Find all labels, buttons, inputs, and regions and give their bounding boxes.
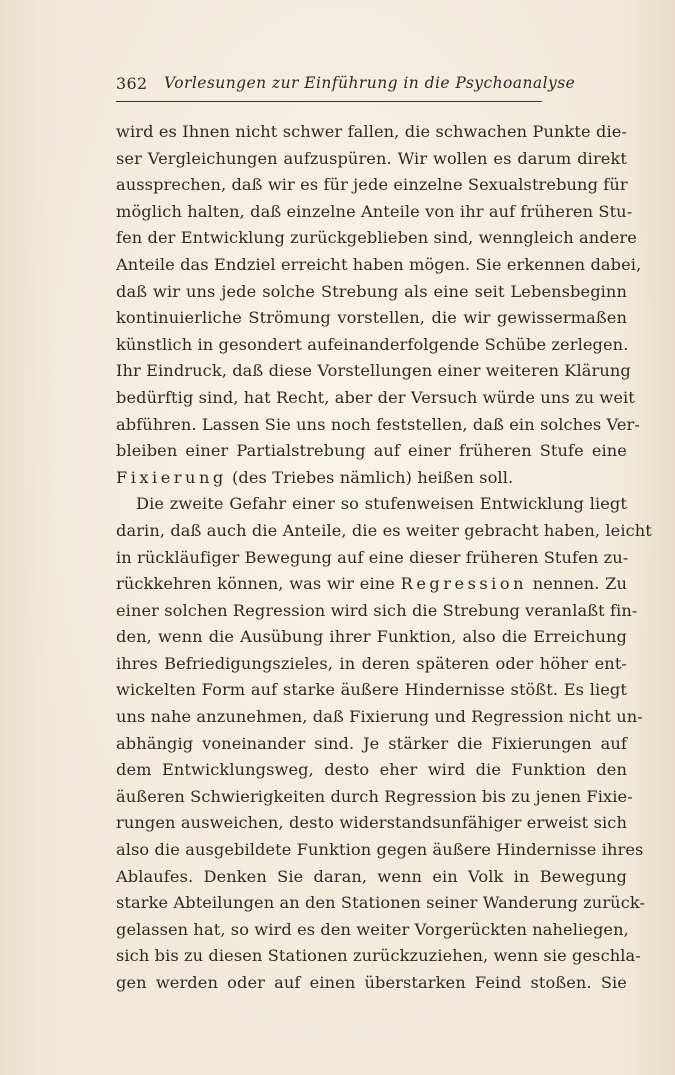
text-line: gelassen hat, so wird es den weiter Vorgerückten naheliegen, — [116, 919, 629, 939]
text-line: ihres Befriedigungszieles, in deren späteren oder höher ent- — [116, 653, 627, 673]
text-line: aussprechen, daß wir es für jede einzelne Sexualstrebung für — [116, 175, 628, 195]
page-number: 362 — [116, 74, 148, 93]
text-line — [116, 571, 627, 598]
text-line: daß wir uns jede solche Strebung als eine seit Lebensbeginn — [116, 281, 627, 301]
text-line: darin, daß auch die Anteile, die es weiter gebracht haben, leicht — [116, 520, 652, 540]
text-line: sich bis zu diesen Stationen zurückzuziehen, wenn sie geschla- — [116, 946, 641, 966]
text-line: bleiben einer Partialstrebung auf einer früheren Stufe eine — [116, 441, 627, 461]
text-line-rest: (des Triebes nämlich) heißen soll. — [226, 467, 514, 487]
body-text — [116, 119, 652, 997]
text-line: kontinuierliche Strömung vorstellen, die wir gewissermaßen — [116, 308, 627, 328]
text-line: uns nahe anzunehmen, daß Fixierung und Regression nicht un- — [116, 707, 643, 727]
text-line: möglich halten, daß einzelne Anteile von ihr auf früheren Stu- — [116, 201, 633, 221]
text-line: Ihr Eindruck, daß diese Vorstellungen einer weiteren Klärung — [116, 361, 631, 381]
text-line: also die ausgebildete Funktion gegen äußere Hindernisse ihres — [116, 840, 644, 860]
spaced-term-fixierung: Fixierung — [116, 467, 227, 487]
text-line: ser Vergleichungen aufzuspüren. Wir wollen es darum direkt — [116, 148, 627, 168]
text-line: starke Abteilungen an den Stationen seiner Wanderung zurück- — [116, 893, 646, 913]
text-line: wickelten Form auf starke äußere Hindernisse stößt. Es liegt — [116, 680, 627, 700]
running-title: Vorlesungen zur Einführung in die Psychoanalyse — [164, 74, 576, 92]
text-line: abführen. Lassen Sie uns noch feststellen, daß ein solches Ver- — [116, 414, 640, 434]
text-line: abhängig voneinander sind. Je stärker die Fixierungen auf — [116, 733, 627, 753]
text-line: äußeren Schwierigkeiten durch Regression bis zu jenen Fixie- — [116, 786, 633, 806]
text-line: den, wenn die Ausübung ihrer Funktion, also die Erreichung — [116, 627, 627, 647]
text-line: in rückläufiger Bewegung auf eine dieser früheren Stufen zu- — [116, 547, 629, 567]
text-line: einer solchen Regression wird sich die Strebung veranlaßt fin- — [116, 600, 638, 620]
text-line: gen werden oder auf einen überstarken Feind stoßen. Sie — [116, 973, 627, 992]
text-line — [116, 465, 627, 492]
text-line: rungen ausweichen, desto widerstandsunfähiger erweist sich — [116, 813, 627, 833]
text-line: Anteile das Endziel erreicht haben mögen. Sie erkennen dabei, — [116, 254, 642, 274]
text-line-rest: nennen. Zu — [527, 574, 627, 594]
text-line: dem Entwicklungsweg, desto eher wird die Funktion den — [116, 760, 627, 780]
paragraph-first-line: Die zweite Gefahr einer so stufenweisen Entwicklung liegt — [136, 494, 627, 514]
text-line: Ablaufes. Denken Sie daran, wenn ein Volk in Bewegung — [116, 866, 627, 886]
text-line: bedürftig sind, hat Recht, aber der Versuch würde uns zu weit — [116, 387, 635, 407]
text-line: künstlich in gesondert aufeinanderfolgende Schübe zerlegen. — [116, 334, 629, 354]
text-line: wird es Ihnen nicht schwer fallen, die schwachen Punkte die- — [116, 122, 627, 141]
text-line: fen der Entwicklung zurückgeblieben sind, wenngleich andere — [116, 228, 637, 248]
header-rule — [116, 101, 542, 102]
page-header — [116, 74, 576, 98]
text-line-start: rückkehren können, was wir eine — [116, 574, 401, 594]
spaced-term-regression: Regression — [400, 574, 528, 594]
